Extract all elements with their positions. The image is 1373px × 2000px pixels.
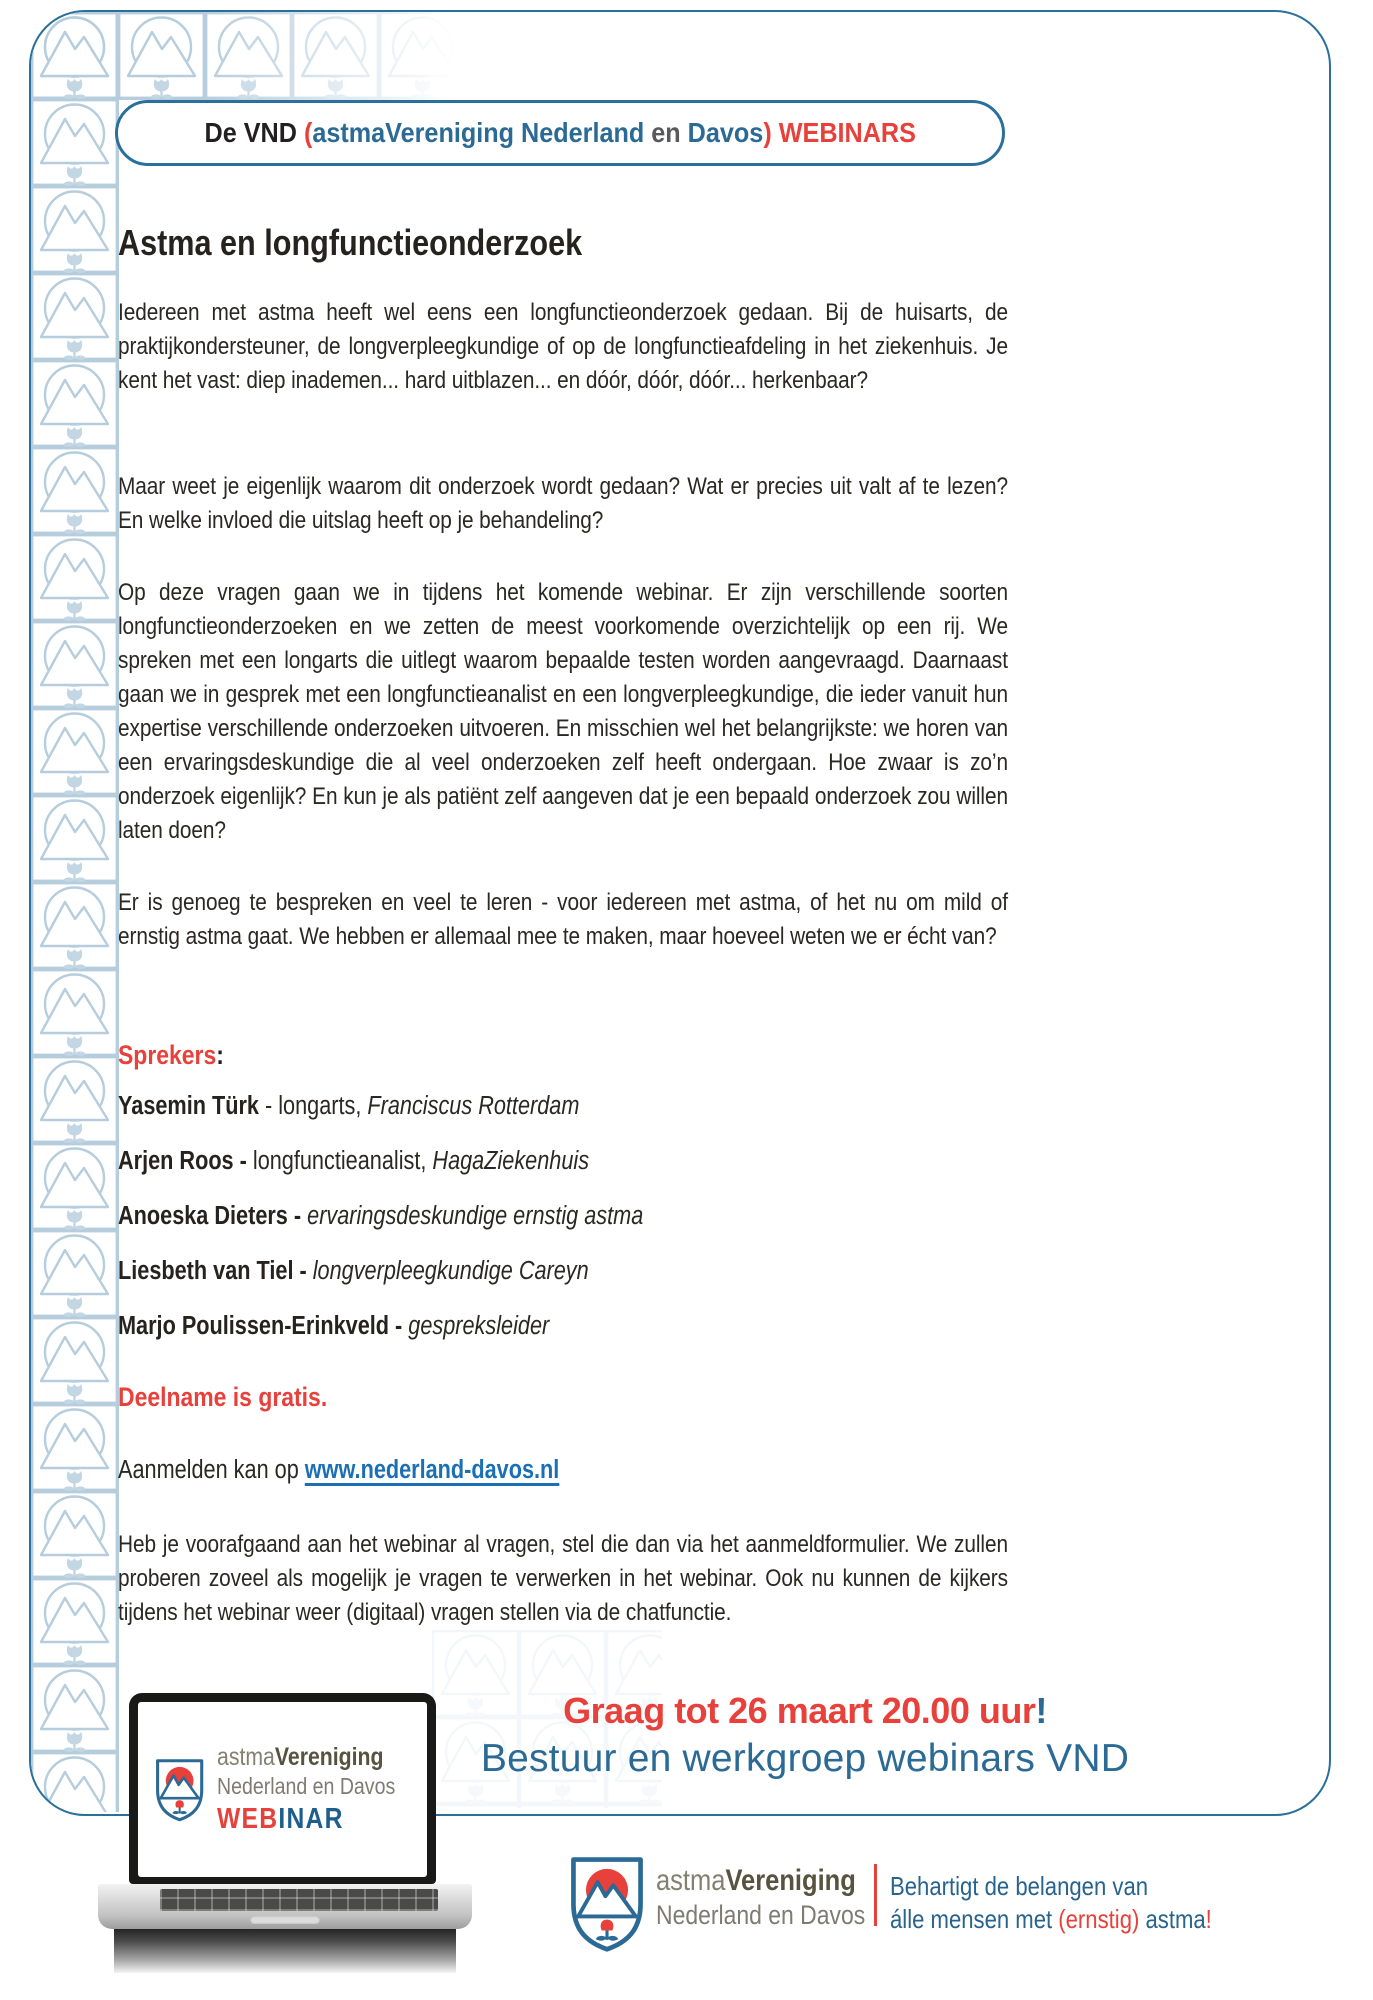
laptop-shadow: [114, 1929, 456, 1973]
laptop-trackpad: [250, 1916, 320, 1924]
webinar-label: WEBINAR: [217, 1803, 345, 1835]
speaker-row: Liesbeth van Tiel - longverpleegkundige Careyn: [118, 1257, 589, 1285]
speaker-row: Yasemin Türk - longarts, Franciscus Rotterdam: [118, 1092, 580, 1120]
paragraph-for-everyone: Er is genoeg te bespreken en veel te leren - voor iedereen met astma, of het nu om mild of ernstig astma gaat. We hebben er allemaal mee te maken, maar hoeveel weten we er écht van?: [118, 889, 1008, 950]
pattern-fade: [201, 12, 491, 106]
footer-brand-subtitle: Nederland en Davos: [656, 1900, 866, 1930]
registration-link[interactable]: www.nederland-davos.nl: [304, 1456, 560, 1484]
brand-subtitle: Nederland en Davos: [217, 1773, 396, 1799]
laptop-keyboard: [160, 1889, 438, 1911]
footer-brand-name: astmaVereniging: [656, 1864, 856, 1897]
closing-block: [430, 1688, 1180, 1784]
paragraph-webinar-description: Op deze vragen gaan we in tijdens het komende webinar. Er zijn verschillende soorten longfunctieonderzoeken en we zetten de meest voorkomende overzichtelijk op een rij. We spreken met een longarts die uitlegt waarom bepaalde testen worden aangevraagd. Daarnaast gaan we in gesprek met een longfunctieanalist en een longverpleegkundige, die ieder vanuit hun expertise verschillende onderzoeken uitvoeren. En misschien wel het belangrijkste: we horen van een ervaringsdeskundige die al veel onderzoeken zelf heeft ondergaan. Hoe zwaar is zo’n onderzoek eigenlijk? En kun je als patiënt zelf aangeven dat je een bepaald onderzoek zou willen laten doen?: [118, 579, 1008, 844]
speaker-row: Arjen Roos - longfunctieanalist, HagaZiekenhuis: [118, 1147, 590, 1175]
paragraph-intro: Iedereen met astma heeft wel eens een longfunctieonderzoek gedaan. Bij de huisarts, de praktijkondersteuner, de longverpleegkundige of op de longfunctieafdeling in het ziekenhuis. Je kent het vast: diep inademen... hard uitblazen... en dóór, dóór, dóór... herkenbaar?: [118, 299, 1008, 394]
header-pill-text: De VND (astmaVereniging Nederland en Davos) WEBINARS: [204, 117, 916, 148]
brand-name: astmaVereniging: [217, 1743, 384, 1771]
laptop-screen-logo-text: [217, 1745, 395, 1834]
speaker-row: Anoeska Dieters - ervaringsdeskundige ernstig astma: [118, 1202, 644, 1230]
footer-slogan: [890, 1870, 1281, 1936]
footer-brand: [656, 1866, 877, 1929]
page-title: Astma en longfunctieonderzoek: [118, 222, 583, 263]
sprekers-heading: Sprekers:: [118, 1040, 224, 1070]
closing-deadline: Graag tot 26 maart 20.00 uur!: [563, 1690, 1047, 1731]
paragraph-questions: Maar weet je eigenlijk waarom dit onderzoek wordt gedaan? Wat er precies uit valt af te lezen? En welke invloed die uitslag heeft op je behandeling?: [118, 473, 1008, 534]
gratis-text: Deelname is gratis.: [118, 1382, 328, 1412]
header-pill: [115, 100, 1005, 166]
paragraph-questions-form: Heb je voorafgaand aan het webinar al vragen, stel die dan via het aanmeldformulier. We zullen proberen zoveel als mogelijk je vragen te verwerken in het webinar. Ook nu kunnen de kijkers tijdens het webinar weer (digitaal) vragen stellen via de chatfunctie.: [118, 1531, 1008, 1626]
laptop-screen: [138, 1702, 427, 1877]
footer-slogan-line2: álle mensen met (ernstig) astma!: [890, 1904, 1212, 1934]
footer-slogan-line1: Behartigt de belangen van: [890, 1871, 1149, 1901]
speaker-row: Marjo Poulissen-Erinkveld - gespreksleider: [118, 1312, 550, 1340]
footer-divider: [874, 1864, 877, 1926]
laptop-illustration: [98, 1693, 472, 1988]
aanmelden-text: Aanmelden kan op www.nederland-davos.nl: [118, 1456, 560, 1484]
closing-signature: Bestuur en werkgroep webinars VND: [480, 1737, 1130, 1780]
laptop-bezel: [129, 1693, 436, 1884]
laptop-keyboard-deck: [98, 1884, 472, 1929]
footer-vnd-logo-shield-icon: [568, 1854, 646, 1954]
vnd-logo-shield-icon: [154, 1749, 205, 1831]
